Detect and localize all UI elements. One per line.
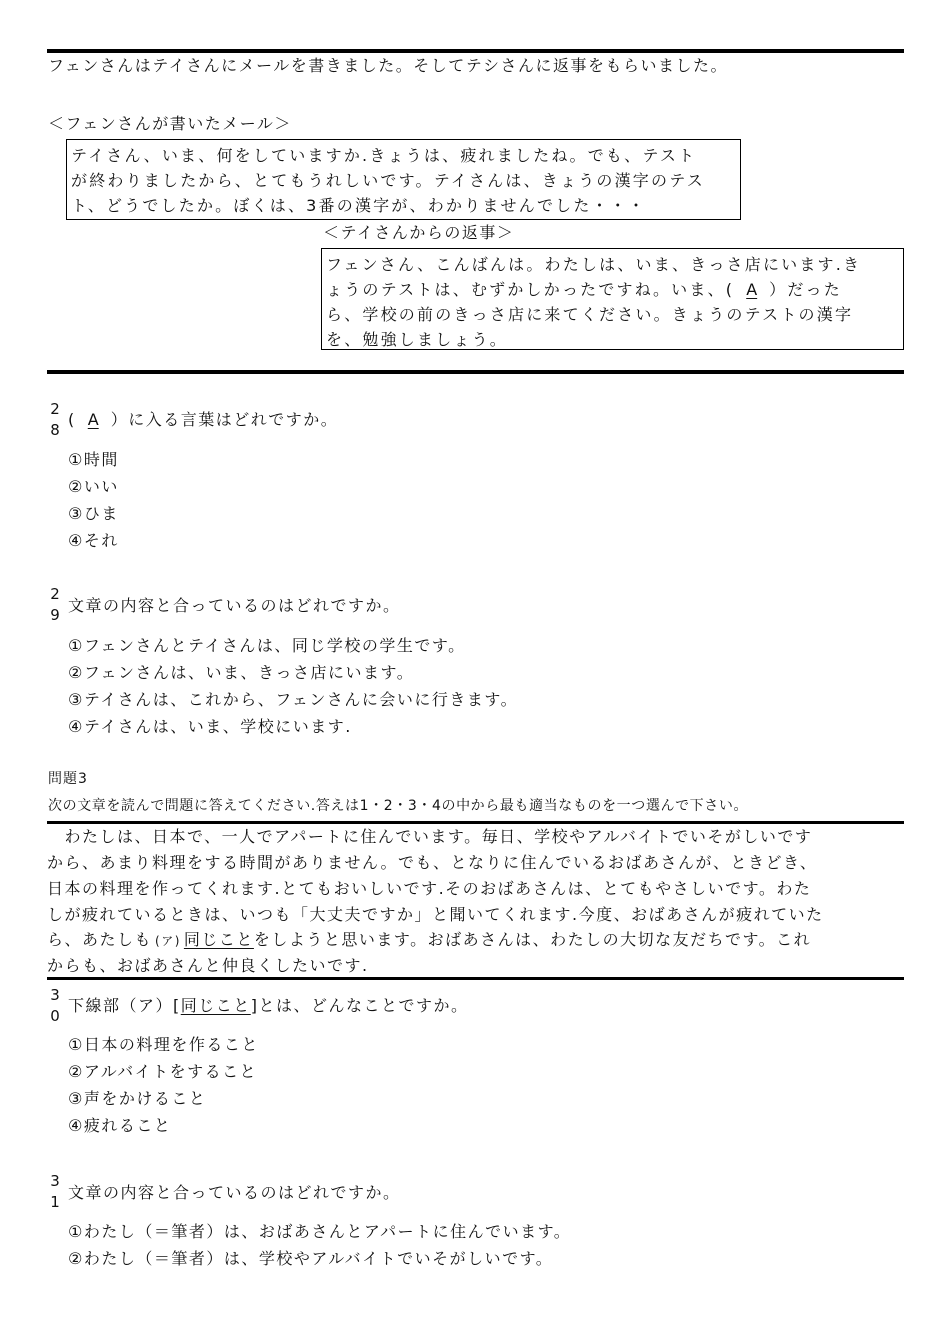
q28-question: ）に入る言葉はどれですか。 <box>110 410 339 429</box>
q31-option-1[interactable]: ①わたし（＝筆者）は、おばあさんとアパートに住んでいます。 <box>68 1222 572 1241</box>
passage-line5-after: をしようと思います。おばあさんは、わたしの大切な友だちです。これ <box>253 930 812 949</box>
q28-option-2[interactable]: ②いい <box>68 477 119 496</box>
q29-option-4[interactable]: ④テイさんは、いま、学校にいます. <box>68 717 352 736</box>
question-number-bottom: 1 <box>50 1193 60 1211</box>
question-31-text: 文章の内容と合っているのはどれですか。 <box>68 1183 401 1202</box>
q28-option-4[interactable]: ④それ <box>68 531 119 550</box>
mail2-line: ら、学校の前のきっさ店に来てください。きょうのテストの漢字 <box>326 305 854 324</box>
mail2-line: フェンさん、こんばんは。わたしは、いま、きっさ店にいます.き <box>326 255 862 274</box>
question-number <box>48 584 62 626</box>
passage-line: わたしは、日本で、一人でアパートに住んでいます。毎日、学校やアルバイトでいそがしいです <box>47 827 813 846</box>
question-28-text <box>68 412 338 428</box>
q30-question-after: ]とは、どんなことですか。 <box>250 996 469 1015</box>
question-number <box>48 1171 62 1213</box>
mail1-box <box>66 139 741 220</box>
question-number-top: 3 <box>50 986 60 1004</box>
question-30-text <box>68 998 469 1014</box>
mail2-box <box>321 248 904 350</box>
passage-line: しが疲れているときは、いつも「大丈夫ですか」と聞いてくれます.今度、おばあさんが疲れていた <box>47 905 824 924</box>
passage-line: からも、おばあさんと仲良くしたいです. <box>47 956 369 975</box>
mail2-line-after: ）だった <box>769 280 842 299</box>
question-29-text: 文章の内容と合っているのはどれですか。 <box>68 596 401 615</box>
question-number <box>48 985 62 1027</box>
underline-marker: (ア) <box>155 934 181 948</box>
question-number-bottom: 0 <box>50 1007 60 1025</box>
passage-line5-before: ら、あたしも <box>47 930 153 949</box>
passage-line: から、あまり料理をする時間がありません。でも、となりに住んでいるおばあさんが、ときどき、 <box>47 853 818 872</box>
q28-option-1[interactable]: ①時間 <box>68 450 119 469</box>
question-number-bottom: 8 <box>50 421 60 439</box>
q29-option-2[interactable]: ②フェンさんは、いま、きっさ店にいます。 <box>68 663 415 682</box>
mail2-line: を、勉強しましょう。 <box>326 330 509 349</box>
mail1-line: ト、どうでしたか。ぼくは、3番の漢字が、わかりませんでした・・・ <box>71 196 647 215</box>
q28-option-3[interactable]: ③ひま <box>68 504 119 523</box>
top-rule <box>47 49 904 53</box>
question-number-bottom: 9 <box>50 606 60 624</box>
q31-option-2[interactable]: ②わたし（＝筆者）は、学校やアルバイトでいそがしいです。 <box>68 1249 554 1268</box>
mail1-line: が終わりましたから、とてもうれしいです。テイさんは、きょうの漢字のテス <box>71 171 705 190</box>
q30-option-1[interactable]: ①日本の料理を作ること <box>68 1035 259 1054</box>
mail1-line: テイさん、いま、何をしていますか.きょうは、疲れましたね。でも、テスト <box>71 146 697 165</box>
mail2-title: ＜テイさんからの返事＞ <box>323 223 515 242</box>
q30-option-3[interactable]: ③声をかけること <box>68 1089 207 1108</box>
section3-heading: 問題3 <box>48 771 88 787</box>
q30-question-before: 下線部（ア）[ <box>68 996 181 1015</box>
question-number <box>48 399 62 441</box>
question-number-top: 2 <box>50 400 60 418</box>
section2-bottom-rule <box>47 370 904 374</box>
mail2-line-before: ょうのテストは、むずかしかったですね。いま、( <box>326 280 735 299</box>
passage-line <box>47 932 811 948</box>
mail2-blank-a: A <box>746 280 758 299</box>
q30-option-4[interactable]: ④疲れること <box>68 1116 172 1135</box>
q29-option-1[interactable]: ①フェンさんとテイさんは、同じ学校の学生です。 <box>68 636 466 655</box>
question-number-top: 2 <box>50 585 60 603</box>
mail1-title: ＜フェンさんが書いたメール＞ <box>48 114 292 133</box>
passage-bottom-rule <box>47 977 904 980</box>
question-number-top: 3 <box>50 1172 60 1190</box>
q30-underlined-phrase: 同じこと <box>180 996 251 1015</box>
section3-instruction: 次の文章を読んで問題に答えてください.答えは1・2・3・4の中から最も適当なものを一つ選んで下さい。 <box>48 798 749 814</box>
q30-option-2[interactable]: ②アルバイトをすること <box>68 1062 258 1081</box>
q28-blank-a: A <box>87 410 99 429</box>
mail2-line <box>326 277 899 302</box>
underlined-phrase: 同じこと <box>183 930 254 949</box>
passage-top-rule <box>47 821 904 824</box>
q28-open-paren: ( <box>68 410 76 429</box>
q29-option-3[interactable]: ③テイさんは、これから、フェンさんに会いに行きます。 <box>68 690 519 709</box>
passage-line: 日本の料理を作ってくれます.とてもおいしいです.そのおばあさんは、とてもやさしいです。わた <box>47 879 812 898</box>
intro-text: フェンさんはテイさんにメールを書きました。そしてテシさんに返事をもらいました。 <box>48 56 728 75</box>
